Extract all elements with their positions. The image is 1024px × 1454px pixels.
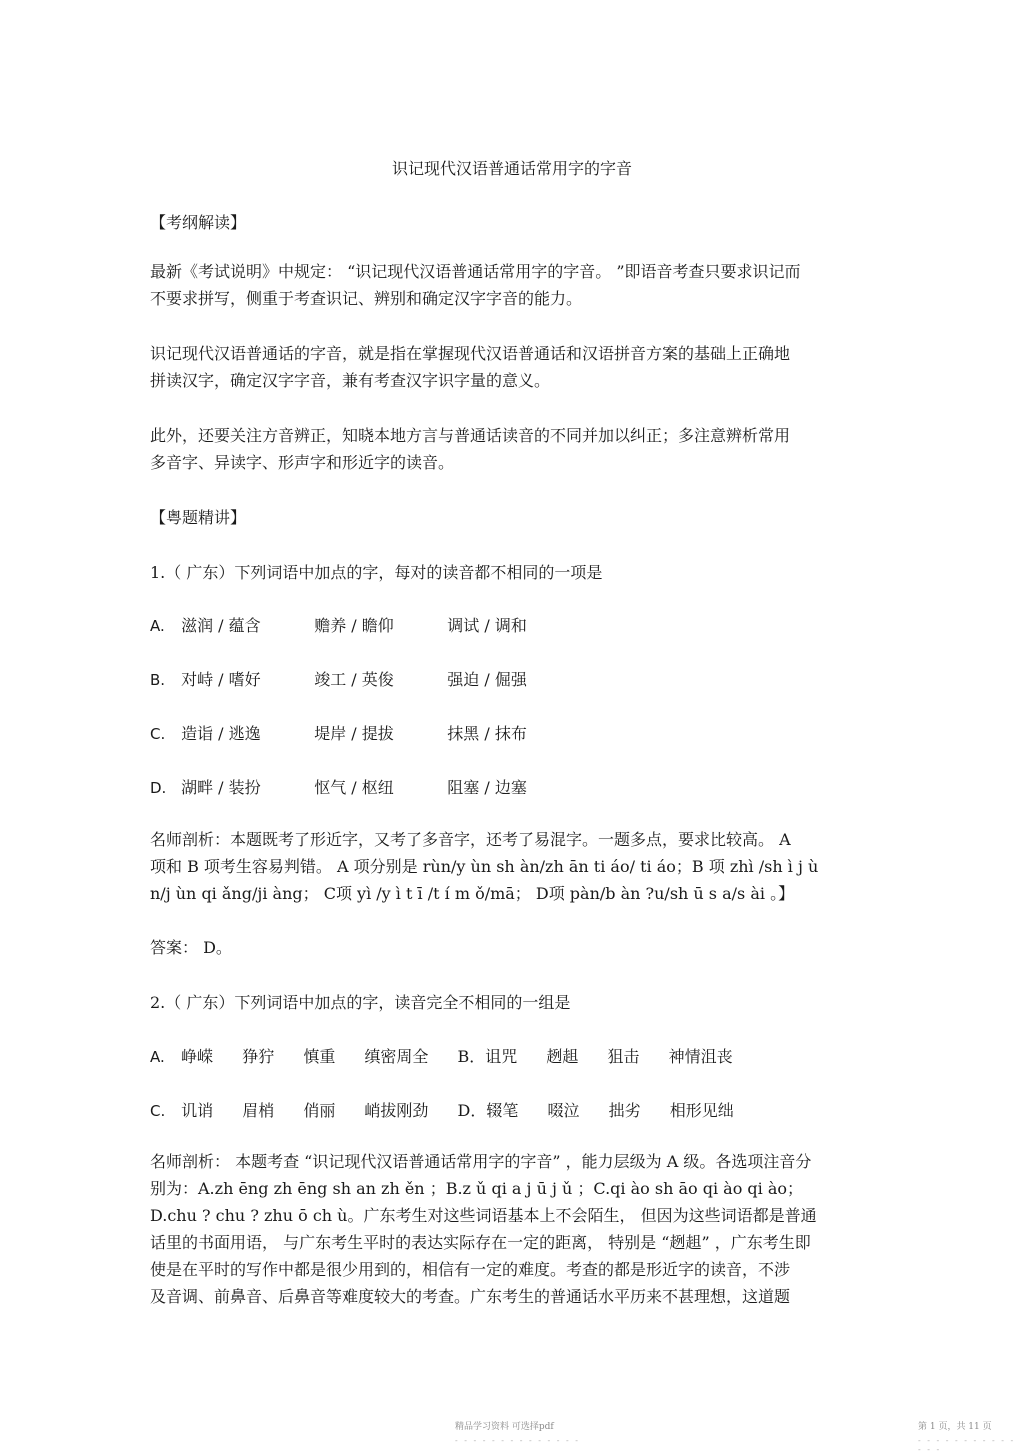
word-pair: 竣工 / 英俊 — [314, 670, 394, 689]
question-1-answer: 答案： D。 — [150, 938, 232, 957]
word: 峥嵘 — [181, 1047, 214, 1066]
option-letter: C. — [150, 725, 166, 743]
footer-dashes: - - - - - - - - - - - - - - — [918, 1436, 1016, 1454]
word: 神情沮丧 — [668, 1047, 733, 1066]
paragraph-dialect-note — [150, 422, 880, 476]
text-line: 项和 B 项考生容易判错。 A 项分别是 rùn/y ùn sh àn/zh ān ti áo/ ti áo；B 项 zhì /sh ì j ù — [150, 857, 819, 876]
text-line: 使是在平时的写作中都是很少用到的，相信有一定的难度。考查的都是形近字的读音，不涉 — [150, 1260, 791, 1279]
text-line: 多音字、异读字、形声字和形近字的读音。 — [150, 453, 455, 472]
text-line: 此外，还要关注方音辨正，知晓本地方言与普通话读音的不同并加以纠正；多注意辨析常用 — [150, 426, 791, 445]
text-line: 及音调、前鼻音、后鼻音等难度较大的考查。广东考生的普通话水平历来不甚理想，这道题 — [150, 1287, 791, 1306]
question-1-analysis — [150, 826, 880, 907]
word: 狰狞 — [242, 1047, 275, 1066]
word: 相形见绌 — [669, 1101, 734, 1120]
text-line: 别为：A.zh ēng zh ēng sh an zh ěn ；B.z ǔ qi a j ū j ǔ ；C.qi ào sh āo qi ào qi ào； — [150, 1179, 804, 1198]
word-pair: 怄气 / 枢纽 — [314, 778, 394, 797]
text-line: 最新《考试说明》中规定： “识记现代汉语普通话常用字的字音。 ”即语音考查只要求识记而 — [150, 262, 801, 281]
paragraph-definition — [150, 340, 880, 394]
section-heading-syllabus: 【考纲解读】 — [150, 213, 247, 232]
word: 眉梢 — [242, 1101, 275, 1120]
text-line: n/j ùn qi ǎng/ji àng； C项 yì /y ì t ī /t í m ǒ/mā； D项 pàn/b àn ?u/sh ū s a/s ài 。】 — [150, 884, 795, 903]
word-pair: 赡养 / 瞻仰 — [314, 616, 394, 635]
question-2-stem: 2.（ 广东）下列词语中加点的字，读音完全不相同的一组是 — [150, 993, 571, 1012]
word-pair: 抹黑 / 抹布 — [447, 724, 527, 743]
footer-dashes: - - - - - - - - - - - - - - — [455, 1436, 580, 1445]
word-pair: 阻塞 / 边塞 — [447, 778, 527, 797]
text-line: 识记现代汉语普通话的字音，就是指在掌握现代汉语普通话和汉语拼音方案的基础上正确地 — [150, 344, 791, 363]
text-line: 名师剖析：本题既考了形近字，又考了多音字，还考了易混字。一题多点，要求比较高。 A — [150, 830, 791, 849]
word-pair: 堤岸 / 提拔 — [314, 724, 394, 743]
word: D．辍笔 — [457, 1101, 519, 1120]
word-pair: 造诣 / 逃逸 — [181, 724, 261, 743]
word: 啜泣 — [547, 1101, 580, 1120]
word: 峭拔刚劲 — [364, 1101, 429, 1120]
word-pair: 滋润 / 蕴含 — [181, 616, 261, 635]
word: 趔趄 — [546, 1047, 579, 1066]
section-heading-examples: 【粤题精讲】 — [150, 508, 247, 527]
paragraph-exam-rule — [150, 258, 880, 312]
question-1-option-a — [150, 613, 575, 636]
question-2-row-cd — [150, 1098, 758, 1121]
option-letter: A. — [150, 617, 165, 635]
word: 讥诮 — [181, 1101, 214, 1120]
text-line: 话里的书面用语， 与广东考生平时的表达实际存在一定的距离， 特别是 “趔趄” ，广东考生即 — [150, 1233, 811, 1252]
text-line: 名师剖析： 本题考查 “识记现代汉语普通话常用字的字音” ，能力层级为 A 级。各选项注音分 — [150, 1152, 812, 1171]
word: 俏丽 — [303, 1101, 336, 1120]
option-letter: D. — [150, 779, 167, 797]
question-1-option-b — [150, 667, 575, 690]
text-line: 拼读汉字，确定汉字字音，兼有考查汉字识字量的意义。 — [150, 371, 551, 390]
word-pair: 调试 / 调和 — [447, 616, 527, 635]
word: B．诅咒 — [457, 1047, 518, 1066]
word: 拙劣 — [608, 1101, 641, 1120]
option-letter: A. — [150, 1048, 165, 1066]
question-2-row-ab — [150, 1044, 757, 1067]
page-title: 识记现代汉语普通话常用字的字音 — [391, 159, 632, 178]
question-1-stem: 1.（ 广东）下列词语中加点的字，每对的读音都不相同的一项是 — [150, 563, 603, 582]
word: 狙击 — [607, 1047, 640, 1066]
text-line: 不要求拼写，侧重于考查识记、辨别和确定汉字字音的能力。 — [150, 289, 583, 308]
option-letter: C. — [150, 1102, 166, 1120]
text-line: D.chu ? chu ? zhu ō ch ù。广东考生对这些词语基本上不会陌生， 但因为这些词语都是普通 — [150, 1206, 817, 1225]
word-pair: 湖畔 / 装扮 — [181, 778, 261, 797]
footer-watermark — [455, 1419, 580, 1445]
question-2-analysis — [150, 1148, 880, 1310]
page-number-text: 第 1 页，共 11 页 — [918, 1422, 992, 1432]
word: 慎重 — [303, 1047, 336, 1066]
question-1-option-c — [150, 721, 575, 744]
question-1-option-d — [150, 775, 575, 798]
option-letter: B. — [150, 671, 166, 689]
word: 缜密周全 — [364, 1047, 429, 1066]
word-pair: 强迫 / 倔强 — [447, 670, 527, 689]
footer-watermark-text: 精品学习资料 可选择pdf — [455, 1422, 554, 1432]
word-pair: 对峙 / 嗜好 — [181, 670, 261, 689]
